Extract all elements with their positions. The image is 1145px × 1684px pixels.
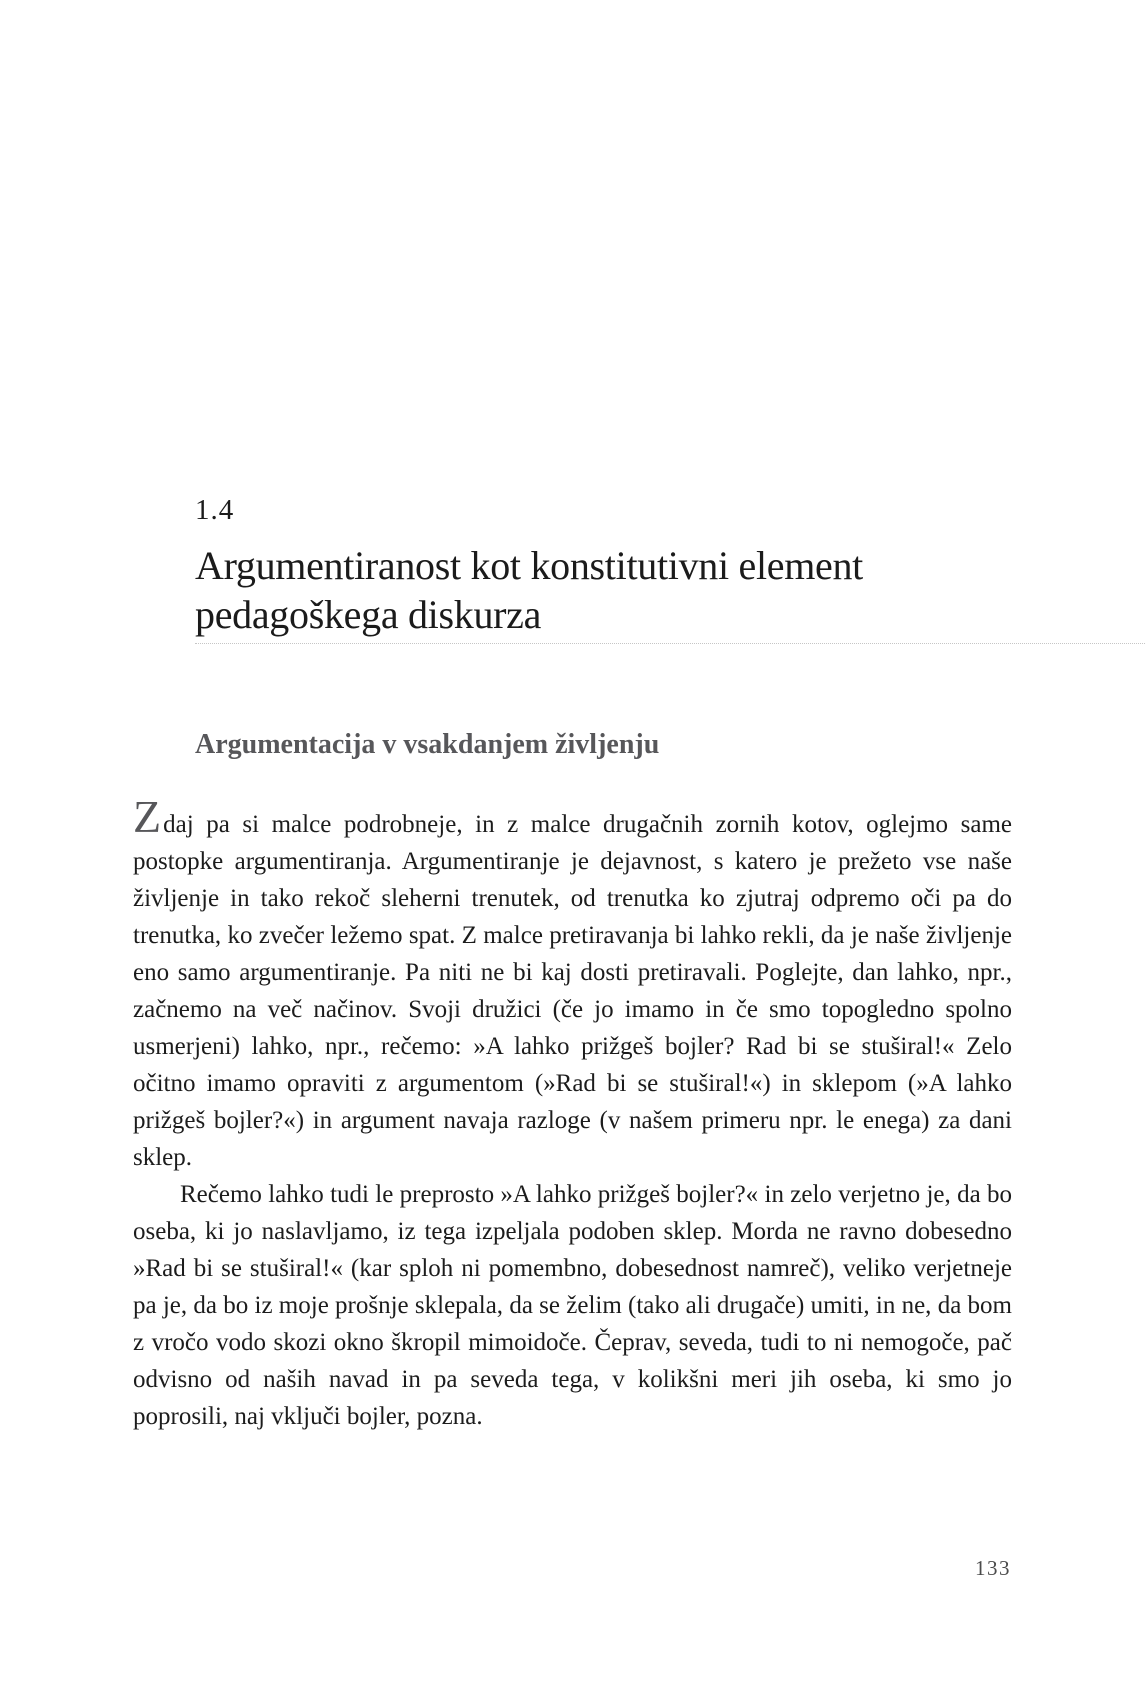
dropcap-letter: Z bbox=[133, 791, 162, 842]
section-number: 1.4 bbox=[195, 494, 235, 526]
page-number: 133 bbox=[975, 1556, 1011, 1580]
paragraph-1 bbox=[133, 791, 1012, 1176]
body-text bbox=[133, 791, 1012, 1435]
paragraph-1-text: daj pa si malce podrobneje, in z malce drugačnih zornih kotov, oglejmo same postopke argumentiranja. Argumentiranje je dejavnost, s katero je prežeto vse naše življenje in tako rekoč sleherni trenutek, od trenutka ko zjutraj odpremo oči pa do trenutka, ko zvečer ležemo spat. Z malce pretiravanja bi lahko rekli, da je naše življenje eno samo argumentiranje. Pa niti ne bi kaj dosti pretiravali. Poglejte, dan lahko, npr., začnemo na več načinov. Svoji družici (če jo imamo in če smo topogledno spolno usmerjeni) lahko, npr., rečemo: »A lahko prižgeš bojler? Rad bi se stuširal!« Zelo očitno imamo opraviti z argumentom (»Rad bi se stuširal!«) in sklepom (»A lahko prižgeš bojler?«) in argument navaja razloge (v našem primeru npr. le enega) za dani sklep. bbox=[133, 811, 1012, 1171]
section-heading: Argumentacija v vsakdanjem življenju bbox=[195, 729, 660, 760]
chapter-title: Argumentiranost kot konstitutivni element pedagoškega diskurza bbox=[195, 543, 863, 637]
paragraph-2: Rečemo lahko tudi le preprosto »A lahko prižgeš bojler?« in zelo verjetno je, da bo oseba, ki jo naslavljamo, iz tega izpeljala podoben sklep. Morda ne ravno dobesedno »Rad bi se stuširal!« (kar sploh ni pomembno, dobesednost namreč), veliko verjetneje pa je, da bo iz moje prošnje sklepala, da se želim (tako ali drugače) umiti, in ne, da bom z vročo vodo skozi okno škropil mimoidoče. Čeprav, seveda, tudi to ni nemogoče, pač odvisno od naših navad in pa seveda tega, v kolikšni meri jih oseba, ki smo jo poprosili, naj vključi bojler, pozna. bbox=[133, 1181, 1012, 1430]
dotted-rule bbox=[195, 643, 1145, 644]
